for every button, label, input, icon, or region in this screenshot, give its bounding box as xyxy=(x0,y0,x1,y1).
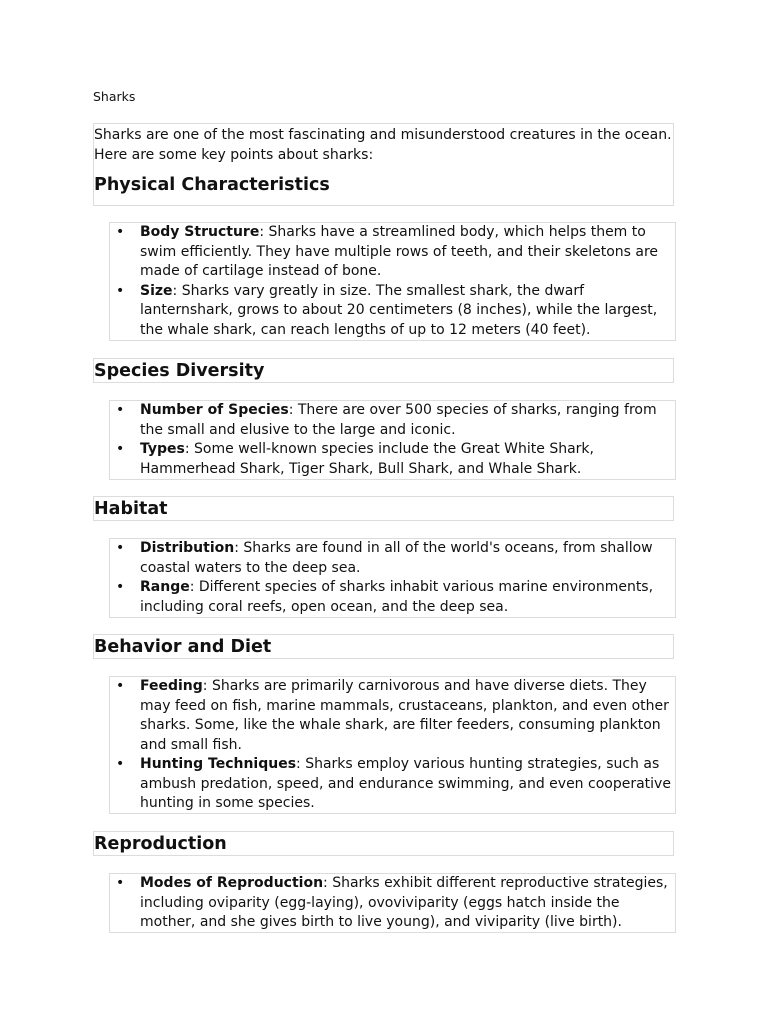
item-text: : Sharks are primarily carnivorous and have diverse diets. They may feed on fish, marine mammals, crustaceans, plankton, and even other sharks. Some, like the whale shark, are filter feeders, consuming plankton and small fish. xyxy=(140,678,669,753)
heading-box-species-diversity xyxy=(93,358,674,383)
list-item xyxy=(110,223,675,282)
item-term: Types xyxy=(140,441,185,457)
heading-box-behavior-and-diet xyxy=(93,634,674,659)
bullet-icon: • xyxy=(116,579,125,595)
list-item xyxy=(110,677,675,755)
list-reproduction xyxy=(109,873,676,933)
item-text: : Sharks have a streamlined body, which helps them to swim efficiently. They have multiple rows of teeth, and their skeletons are made of cartilage instead of bone. xyxy=(140,224,659,279)
list-item xyxy=(110,578,675,617)
bullet-icon: • xyxy=(116,540,125,556)
section-heading-reproduction: Reproduction xyxy=(94,834,227,854)
item-term: Number of Species xyxy=(140,402,289,418)
list-item xyxy=(110,282,675,341)
item-text: : Sharks exhibit different reproductive strategies, including oviparity (egg-laying), ovoviviparity (eggs hatch inside the mother, and she gives birth to live young), and viviparity (live birth). xyxy=(140,875,668,930)
list-item xyxy=(110,874,675,933)
item-term: Hunting Techniques xyxy=(140,756,297,772)
item-term: Modes of Reproduction xyxy=(140,875,324,891)
heading-box-reproduction xyxy=(93,831,674,856)
item-term: Range xyxy=(140,579,190,595)
item-text: : Different species of sharks inhabit various marine environments, including coral reefs, open ocean, and the deep sea. xyxy=(140,579,654,615)
section-heading-physical-characteristics: Physical Characteristics xyxy=(94,175,330,195)
document-title: Sharks xyxy=(93,89,136,104)
section-heading-species-diversity: Species Diversity xyxy=(94,361,265,381)
list-species-diversity xyxy=(109,400,676,480)
list-item xyxy=(110,539,675,578)
bullet-icon: • xyxy=(116,441,125,457)
bullet-icon: • xyxy=(116,282,125,299)
bullet-icon: • xyxy=(116,224,125,240)
section-heading-behavior-and-diet: Behavior and Diet xyxy=(94,637,272,657)
item-term: Size xyxy=(140,282,173,299)
item-text: : There are over 500 species of sharks, ranging from the small and elusive to the large and iconic. xyxy=(140,402,657,438)
bullet-icon: • xyxy=(116,402,125,418)
section-heading-habitat: Habitat xyxy=(94,499,168,519)
intro-text: Sharks are one of the most fascinating and misunderstood creatures in the ocean. Here are some key points about sharks: xyxy=(94,127,672,163)
item-text: : Some well-known species include the Great White Shark, Hammerhead Shark, Tiger Shark, Bull Shark, and Whale Shark. xyxy=(140,441,594,477)
bullet-icon: • xyxy=(116,678,125,694)
item-text: : Sharks employ various hunting strategies, such as ambush predation, speed, and endurance swimming, and even cooperative hunting in some species. xyxy=(140,756,671,811)
item-term: Feeding xyxy=(140,678,203,694)
item-term: Body Structure xyxy=(140,224,260,240)
list-item xyxy=(110,440,675,479)
bullet-icon: • xyxy=(116,756,125,772)
item-term: Distribution xyxy=(140,540,235,556)
list-habitat xyxy=(109,538,676,618)
list-item xyxy=(110,755,675,814)
list-behavior-and-diet xyxy=(109,676,676,814)
list-item xyxy=(110,401,675,440)
list-physical-characteristics xyxy=(109,222,676,341)
item-text: : Sharks vary greatly in size. The smallest shark, the dwarf lanternshark, grows to about 20 centimeters (8 inches), while the largest, the whale shark, can reach lengths of up to 12 meters (40 feet). xyxy=(140,282,658,338)
bullet-icon: • xyxy=(116,875,125,891)
heading-box-habitat xyxy=(93,496,674,521)
item-text: : Sharks are found in all of the world's oceans, from shallow coastal waters to the deep sea. xyxy=(140,540,653,576)
intro-block xyxy=(93,123,674,206)
